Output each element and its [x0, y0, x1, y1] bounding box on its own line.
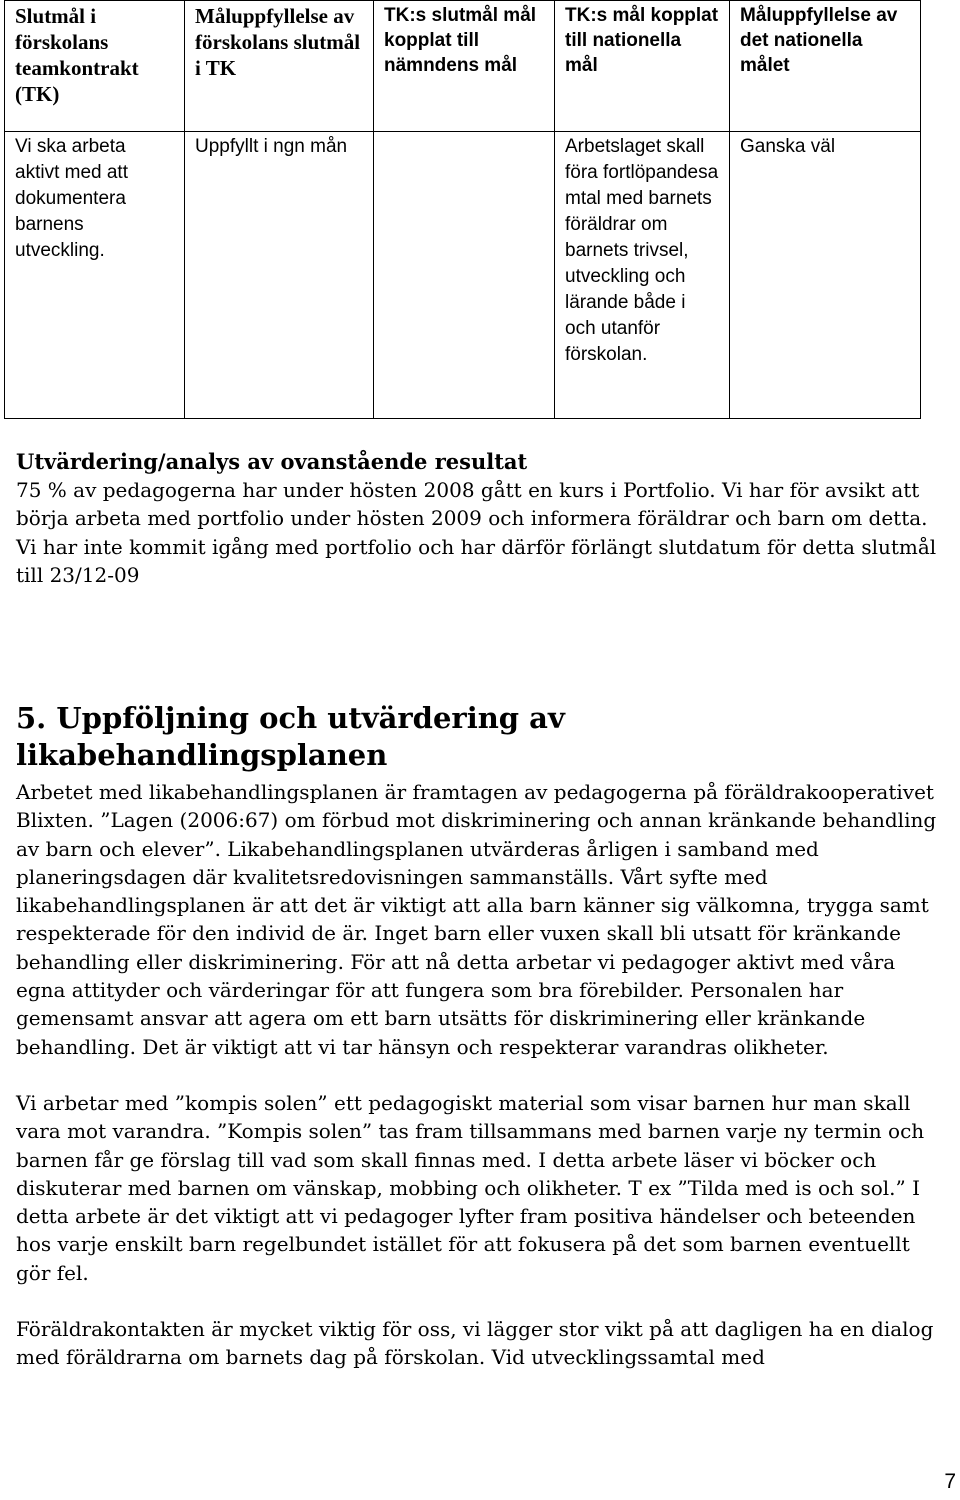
section-5 — [16, 700, 946, 1372]
table-cell: Arbetslaget skall föra fortlöpandesa mtal med barnets föräldrar om barnets trivsel, utveckling och lärande både i och utanför förskolan. — [555, 132, 730, 419]
paragraph: Arbetet med likabehandlingsplanen är framtagen av pedagogerna på föräldrakooperativet Blixten. ”Lagen (2006:67) om förbud mot diskriminering och annan kränkande behandling av barn och elever”. Likabehandlingsplanen utvärderas årligen i samband med planeringsdagen där kvalitetsredovisningen sammanställs. Vårt syfte med likabehandlingsplanen är att det är viktigt att alla barn känner sig välkomna, trygga samt respekterade för den individ de är. Inget barn eller vuxen skall bli utsatt för kränkande behandling eller diskriminering. För att nå detta arbetar vi pedagoger aktivt med våra egna attityder och värderingar för att fungera som bra förebilder. Personalen har gemensamt ansvar att agera om ett barn utsätts för diskriminering eller kränkande behandling. Det är viktigt att vi tar hänsyn och respekterar varandras olikheter. — [16, 780, 937, 1059]
page-number: 7 — [944, 1470, 956, 1493]
paragraph: Föräldrakontakten är mycket viktig för oss, vi lägger stor vikt på att dagligen ha en dialog med föräldrarna om barnets dag på förskolan. Vid utvecklingssamtal med — [16, 1317, 934, 1370]
header-cell: Måluppfyllelse av det nationella målet — [730, 1, 921, 132]
section-heading: 5. Uppföljning och utvärdering av likabehandlingsplanen — [16, 701, 565, 772]
table-cell: Ganska väl — [730, 132, 921, 419]
evaluation-section — [16, 448, 946, 589]
evaluation-text: 75 % av pedagogerna har under hösten 2008 gått en kurs i Portfolio. Vi har för avsikt att börja arbeta med portfolio under hösten 2009 och informera föräldrar och barn om detta. Vi har inte kommit igång med portfolio och har därför förlängt slutdatum för detta slutmål till 23/12-09 — [16, 478, 937, 587]
table-cell: Uppfyllt i ngn mån — [185, 132, 374, 419]
goals-table — [4, 0, 921, 419]
table-row — [5, 132, 921, 419]
table-cell — [374, 132, 555, 419]
paragraph: Vi arbetar med ”kompis solen” ett pedagogiskt material som visar barnen hur man skall vara mot varandra. ”Kompis solen” tas fram tillsammans med barnen varje ny termin och barnen får ge förslag till vad som skall finnas med. I detta arbete läser vi böcker och diskuterar med barnen om vänskap, mobbing och olikheter. T ex ”Tilda med is och sol.” I detta arbete är det viktigt att vi pedagoger lyfter fram positiva händelser och beteenden hos varje enskilt barn regelbundet istället för att fokusera på det som barnen eventuellt gör fel. — [16, 1090, 925, 1285]
header-cell: TK:s mål kopplat till nationella mål — [555, 1, 730, 132]
header-cell: Slutmål i förskolans teamkontrakt (TK) — [5, 1, 185, 132]
header-cell: Måluppfyllelse av förskolans slutmål i TK — [185, 1, 374, 132]
evaluation-heading: Utvärdering/analys av ovanstående resultat — [16, 449, 528, 474]
table-header-row — [5, 1, 921, 132]
table-cell: Vi ska arbeta aktivt med att dokumentera barnens utveckling. — [5, 132, 185, 419]
header-cell: TK:s slutmål mål kopplat till nämndens mål — [374, 1, 555, 132]
